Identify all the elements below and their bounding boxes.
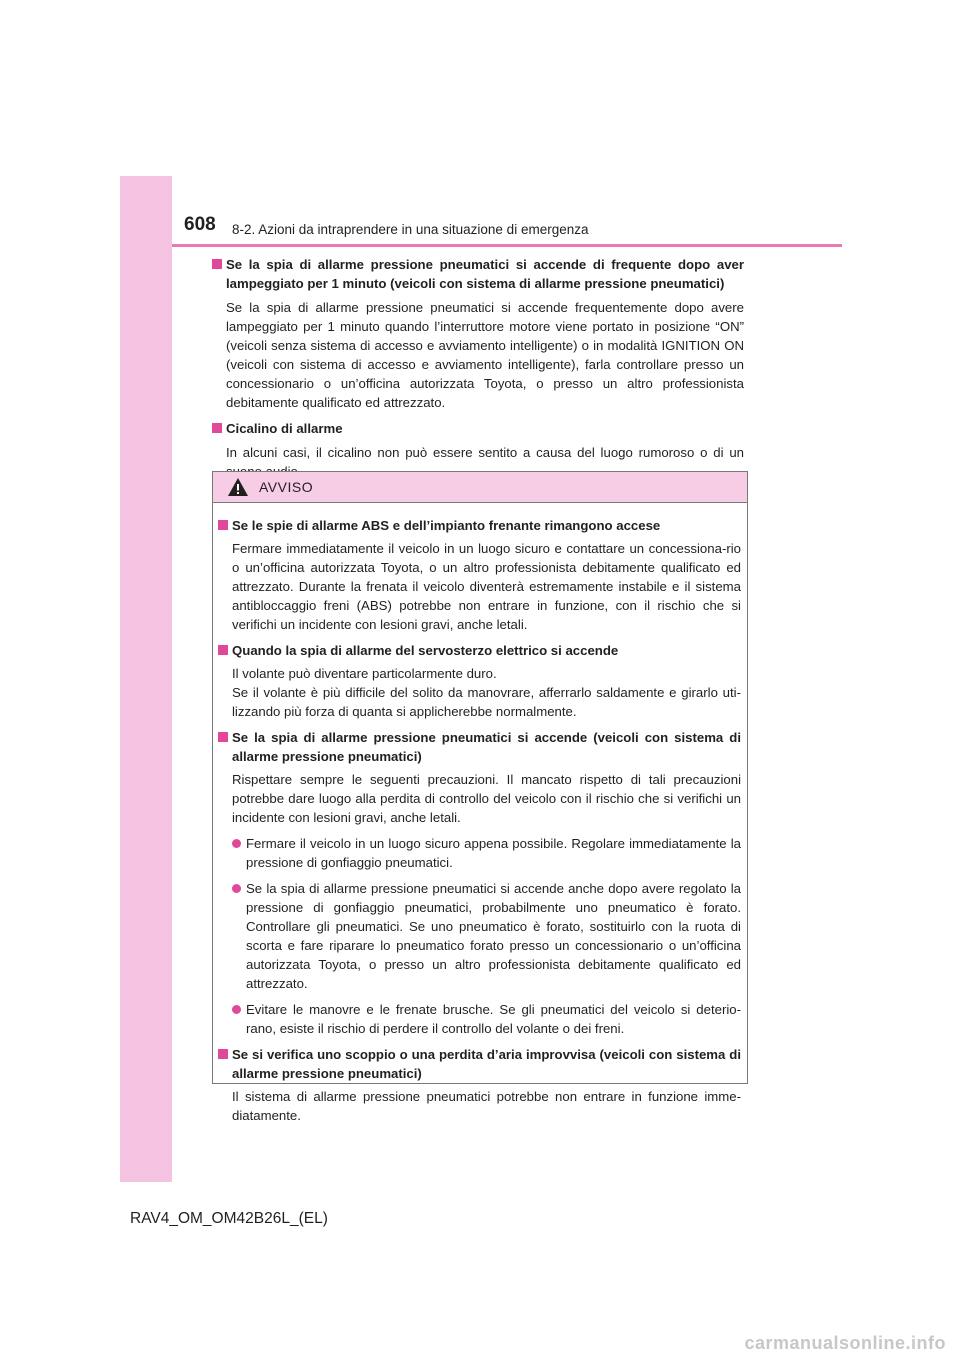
bullet-item <box>218 879 741 993</box>
item-body: Fermare immediatamente il veicolo in un luogo sicuro e contattare un concessiona-rio o un’officina autorizzata Toyota, o un altro professionista debitamente qualificato ed attrezzato. Durante la frenata il veicolo diventerà estremamente instabile e il sistema antibloccaggio freni (ABS) potrebbe non entrare in funzione, con il rischio che si verifichi un incidente con lesioni gravi, anche letali. <box>232 541 741 632</box>
item-heading <box>218 641 741 660</box>
square-bullet-icon <box>218 1049 228 1059</box>
warning-item <box>218 641 741 721</box>
bullet-item <box>218 1000 741 1038</box>
item-title: Se si verifica uno scoppio o una perdita d’aria improvvisa (veicoli con sistema di allarme pressione pneumatici) <box>232 1047 741 1081</box>
square-bullet-icon <box>218 732 228 742</box>
warning-box <box>212 471 748 1123</box>
chapter-tab-band <box>120 176 172 1182</box>
item-heading <box>218 728 741 766</box>
item-body: Il sistema di allarme pressione pneumatici potrebbe non entrare in funzione imme-diatamente. <box>232 1089 741 1123</box>
warning-label: AVVISO <box>259 479 314 495</box>
square-bullet-icon <box>212 423 222 433</box>
item-heading <box>218 516 741 535</box>
item-title: Se la spia di allarme pressione pneumatici si accende di frequente dopo aver lampeggiato per 1 minuto (veicoli con sistema di allarme pressione pneumatici) <box>226 257 744 291</box>
warning-triangle-icon <box>227 477 249 497</box>
section-title: 8-2. Azioni da intraprendere in una situazione di emergenza <box>232 222 589 237</box>
page-number: 608 <box>184 214 216 235</box>
item-heading <box>218 1045 741 1083</box>
square-bullet-icon <box>212 259 222 269</box>
item-heading <box>212 419 744 438</box>
item-body: Se la spia di allarme pressione pneumatici si accende frequentemente dopo avere lampeggiato per 1 minuto quando l’interruttore motore viene portato in posizione “ON” (veicoli senza sistema di accesso e avviamento intelligente) o in modalità IGNITION ON (veicoli con sistema di accesso e avviamento intelligente), farla controllare presso un concessionario o un’officina autorizzata Toyota, o presso un altro professionista debitamente qualificato ed attrezzato. <box>226 300 744 410</box>
body-line: Il volante può diventare particolarmente duro. <box>232 666 497 681</box>
item-title: Cicalino di allarme <box>226 421 343 436</box>
item-body <box>218 664 741 721</box>
warning-content <box>213 503 747 1125</box>
warning-header <box>213 472 747 503</box>
warning-item <box>218 728 741 1038</box>
item-title: Quando la spia di allarme del servosterzo elettrico si accende <box>232 643 619 658</box>
warning-item <box>218 516 741 634</box>
bullet-text: Evitare le manovre e le frenate brusche. Se gli pneumatici del veicolo si deterio-rano, esiste il rischio di perdere il controllo del volante o dei freni. <box>246 1002 741 1036</box>
item-body: Rispettare sempre le seguenti precauzioni. Il mancato rispetto di tali precauzioni potrebbe dare luogo alla perdita di controllo del veicolo con il rischio che si verifichi un incidente con lesioni gravi, anche letali. <box>232 772 741 825</box>
bullet-text: Fermare il veicolo in un luogo sicuro appena possibile. Regolare immediatamente la pressione di gonfiaggio pneumatici. <box>246 836 741 870</box>
round-bullet-icon <box>232 884 241 893</box>
round-bullet-icon <box>232 1005 241 1014</box>
item-title: Se le spie di allarme ABS e dell’impianto frenante rimangono accese <box>232 518 661 533</box>
item-title: Se la spia di allarme pressione pneumatici si accende (veicoli con sistema di allarme pressione pneumatici) <box>232 730 741 764</box>
main-content <box>212 255 744 488</box>
info-item <box>212 255 744 412</box>
watermark: carmanualsonline.info <box>744 1333 946 1353</box>
square-bullet-icon <box>218 645 228 655</box>
round-bullet-icon <box>232 839 241 848</box>
bullet-item <box>218 834 741 872</box>
warning-item <box>218 1045 741 1125</box>
body-line: Se il volante è più difficile del solito da manovrare, afferrarlo saldamente e girarlo uti-lizzando più forza di quanta si applicherebbe normalmente. <box>232 685 741 719</box>
bullet-text: Se la spia di allarme pressione pneumatici si accende anche dopo avere regolato la pressione di gonfiaggio pneumatici, probabilmente uno pneumatico è forato. Controllare gli pneumatici. Se uno pneumatico è forato, sostituirlo con la ruota di scorta e fare riparare lo pneumatico forato presso un concessionario o un’officina autorizzata Toyota, o presso un altro professionista debitamente qualificato ed attrezzato. <box>246 881 741 991</box>
header-rule <box>172 244 842 247</box>
item-body: In alcuni casi, il cicalino non può essere sentito a causa del luogo rumoroso o di un <box>226 445 744 460</box>
document-code: RAV4_OM_OM42B26L_(EL) <box>130 1210 328 1227</box>
square-bullet-icon <box>218 520 228 530</box>
item-heading <box>212 255 744 293</box>
